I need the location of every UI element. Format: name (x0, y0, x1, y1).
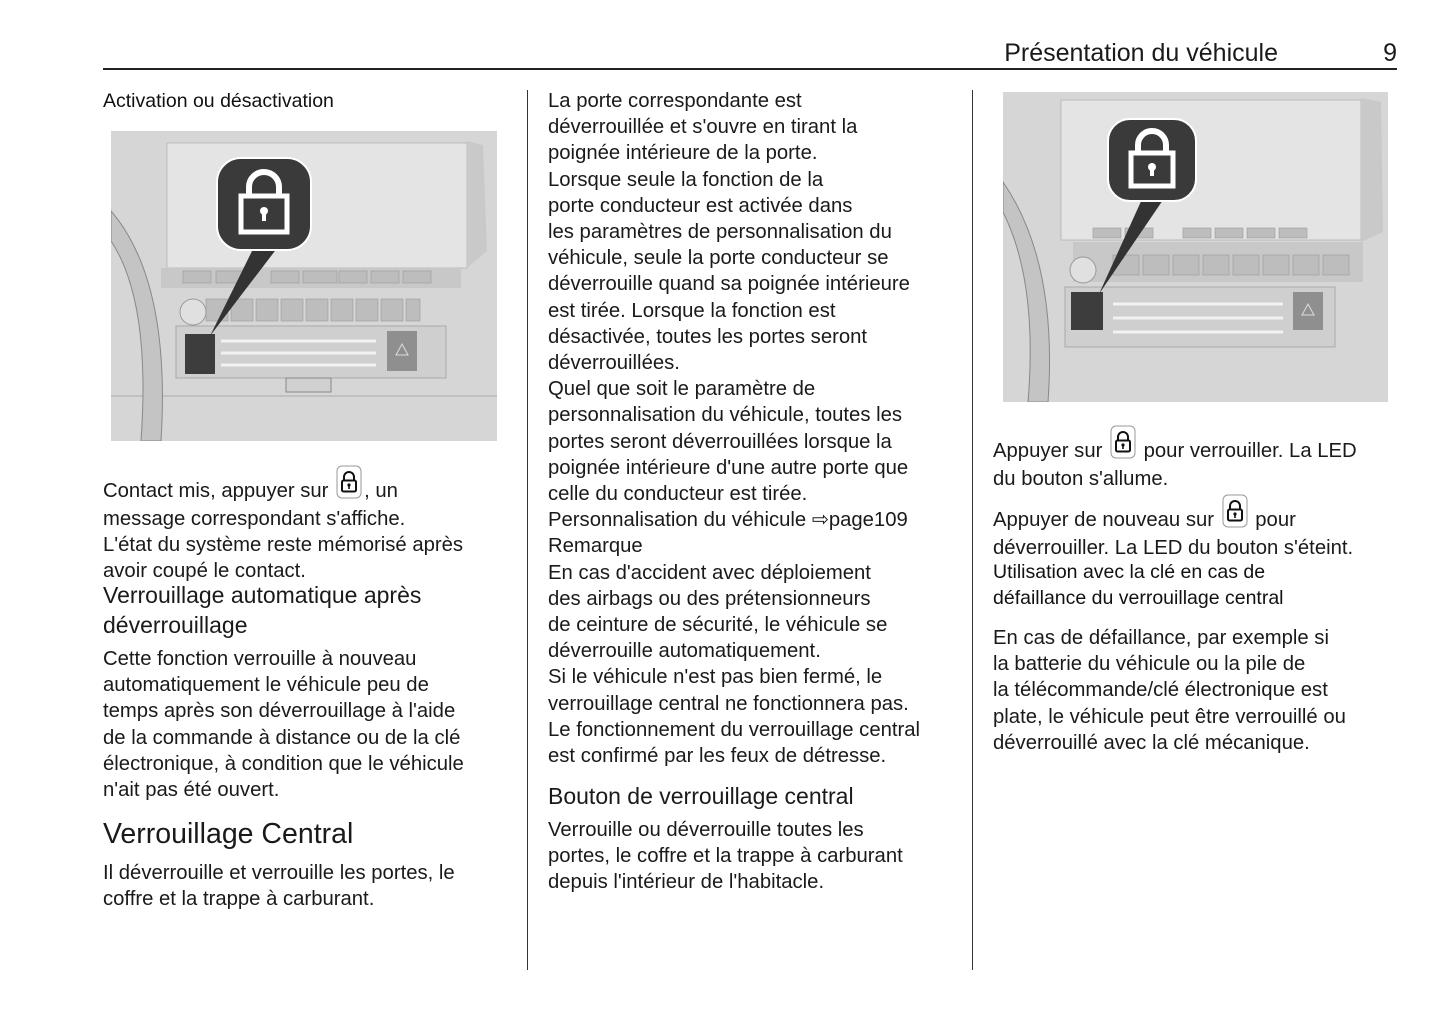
text-line: La porte correspondante est (548, 90, 802, 112)
text-line: n'ait pas été ouvert. (103, 779, 280, 802)
paragraph (103, 465, 543, 585)
heading (103, 817, 543, 851)
text-line: En cas de défaillance, par exemple si (993, 627, 1329, 649)
cross-reference-link: Personnalisation du véhicule ⇨page109 (548, 509, 908, 532)
text-segment: pour (1249, 509, 1296, 531)
text-line: Cette fonction verrouille à nouveau (103, 648, 417, 670)
text-line: est tirée. Lorsque la fonction est (548, 299, 836, 322)
text-line: Activation ou désactivation (103, 90, 334, 112)
text-line: En cas d'accident avec déploiement (548, 561, 871, 584)
text-line: est confirmé par les feux de détresse. (548, 745, 887, 768)
text-segment: , un (364, 480, 398, 502)
text-line: Remarque (548, 535, 643, 558)
paragraph (993, 425, 1433, 492)
text-line: du bouton s'allume. (993, 468, 1169, 490)
text-line: la télécommande/clé électronique est (993, 679, 1328, 702)
text-line: coffre et la trappe à carburant. (103, 888, 375, 911)
text-line: automatiquement le véhicule peu de (103, 674, 429, 697)
text-segment: Contact mis, appuyer sur (103, 480, 335, 502)
text-line: depuis l'intérieur de l'habitacle. (548, 871, 825, 894)
text-line: portes, le coffre et la trappe à carburant (548, 845, 903, 868)
text-line: message correspondant s'affiche. (103, 508, 406, 530)
dashboard-illustration-lock-button-closeup (1003, 92, 1388, 402)
text-line: déverrouiller. La LED du bouton s'éteint. (993, 537, 1354, 559)
text-line: déverrouillées. (548, 352, 680, 375)
text-line: Utilisation avec la clé en cas de (993, 561, 1266, 583)
text-line: portes seront déverrouillées lorsque la (548, 430, 892, 453)
text-line: déverrouillé avec la clé mécanique. (993, 731, 1310, 754)
text-line: Le fonctionnement du verrouillage central (548, 718, 921, 741)
text-line: électronique, à condition que le véhicule (103, 752, 464, 775)
lock-button-icon (336, 465, 362, 506)
text-line: avoir coupé le contact. (103, 560, 306, 583)
paragraph (103, 646, 543, 803)
text-line: déverrouillée et s'ouvre en tirant la (548, 116, 858, 139)
text-line: poignée intérieure d'une autre porte que (548, 456, 909, 479)
text-line: Verrouillage automatique après (103, 582, 422, 608)
text-line: porte conducteur est activée dans (548, 194, 853, 217)
text-line-with-icon (993, 419, 1433, 466)
heading (548, 782, 988, 812)
text-line: de la commande à distance ou de la clé (103, 726, 461, 749)
text-line: L'état du système reste mémorisé après (103, 534, 464, 557)
text-line: désactivée, toutes les portes seront (548, 325, 868, 348)
text-line: Quel que soit le paramètre de (548, 378, 816, 401)
text-line-with-icon (993, 488, 1433, 535)
text-line: personnalisation du véhicule, toutes les (548, 404, 903, 427)
text-segment: Appuyer sur (993, 440, 1108, 462)
heading (993, 559, 1433, 611)
header-rule (103, 68, 1397, 70)
text-line: Lorsque seule la fonction de la (548, 168, 824, 191)
heading (103, 581, 543, 640)
text-line: déverrouille automatiquement. (548, 640, 821, 663)
text-line-with-icon (103, 459, 543, 506)
section-title: Présentation du véhicule (1004, 39, 1278, 67)
text-line: plate, le véhicule peut être verrouillé ou (993, 705, 1346, 728)
text-line: déverrouille quand sa poignée intérieure (548, 273, 910, 296)
text-line: des airbags ou des prétensionneurs (548, 587, 871, 610)
text-line: de ceinture de sécurité, le véhicule se (548, 614, 888, 637)
heading (103, 88, 543, 114)
text-line: déverrouillage (103, 611, 248, 638)
text-line: temps après son déverrouillage à l'aide (103, 700, 456, 723)
text-segment: Appuyer de nouveau sur (993, 509, 1220, 531)
text-line: la batterie du véhicule ou la pile de (993, 653, 1306, 676)
page-number: 9 (1383, 39, 1397, 67)
dashboard-illustration-lock-button (111, 131, 497, 441)
text-segment: pour verrouiller. La LED (1137, 440, 1357, 462)
paragraph (548, 817, 988, 896)
text-line: Si le véhicule n'est pas bien fermé, le (548, 666, 883, 689)
text-line: les paramètres de personnalisation du (548, 221, 892, 244)
text-line: défaillance du verrouillage central (993, 587, 1284, 609)
text-line: Verrouillage Central (103, 818, 354, 850)
paragraph (993, 625, 1433, 756)
text-line: Il déverrouille et verrouille les portes, le (103, 862, 455, 884)
text-line: Bouton de verrouillage central (548, 783, 854, 809)
paragraph (548, 88, 988, 769)
text-line: poignée intérieure de la porte. (548, 142, 818, 165)
paragraph (993, 494, 1433, 561)
text-line: celle du conducteur est tirée. (548, 483, 808, 506)
text-line: Verrouille ou déverrouille toutes les (548, 819, 864, 841)
lock-button-icon (1110, 425, 1136, 466)
text-line: véhicule, seule la porte conducteur se (548, 247, 889, 270)
lock-button-icon (1222, 494, 1248, 535)
text-line: verrouillage central ne fonctionnera pas. (548, 692, 909, 715)
paragraph (103, 860, 543, 912)
